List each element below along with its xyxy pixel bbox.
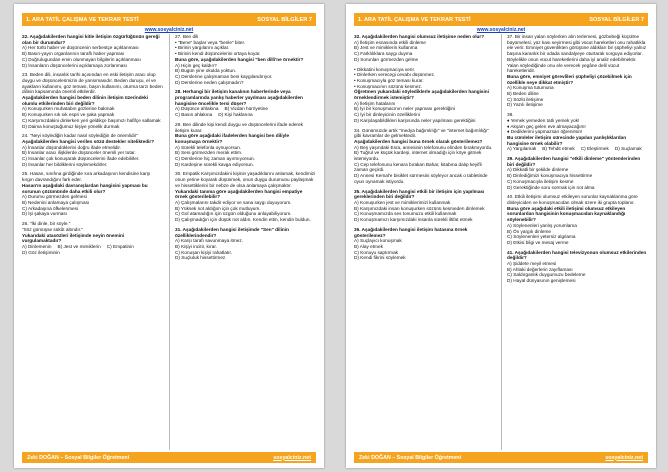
- answer-option[interactable]: D) Kendi fikrini söylemek: [354, 255, 406, 261]
- question: [354, 128, 495, 185]
- answer-option[interactable]: C) Konuşmacıyla iletişim kesme: [507, 178, 574, 184]
- answer-option[interactable]: B) Jest ve mimiklerin kullanma: [354, 45, 418, 51]
- author-credit: Zeki DOĞAN – Sosyal Bilgiler Öğretmeni: [359, 454, 462, 461]
- answer-option[interactable]: C) Farklılıklara saygı duyma: [354, 51, 413, 57]
- answer-option[interactable]: C) Derslerine çalışmaman beni kaygılandırıyor.: [175, 73, 273, 79]
- question: [175, 89, 316, 118]
- answer-option[interactable]: D) Konuşmamızı karşımızdaki insanla sürekli iltifat etmek: [354, 217, 473, 223]
- subject-title: SOSYAL BİLGİLER 7: [257, 16, 312, 23]
- answer-option[interactable]: B) Tuğrul ve küçük kardeşi, internet olmadığı için köye gitmek istemiyordu.: [354, 150, 482, 162]
- answer-option[interactable]: D) Kişi haklarına: [218, 112, 253, 118]
- question-text: 26. "İki dinle, bir söyle." "Söz gümüşse sükût altındır.": [22, 221, 83, 232]
- question-stem: Aşağıdakilerden hangisi buna örnek olarak gösterilemez?: [354, 138, 483, 144]
- answer-option[interactable]: C) Sözlü iletişime: [507, 96, 544, 102]
- question: [175, 227, 316, 261]
- subject-title: SOSYAL BİLGİLER 7: [589, 16, 644, 23]
- answer-option[interactable]: B) İnsanlar aracı ilişkilerde düşünceler önemli yer tutar.: [22, 150, 136, 156]
- footer-site-link[interactable]: sosyalciniz.net: [273, 454, 311, 461]
- answer-option[interactable]: D) Gerektiğinde soru sormak için not alma: [507, 184, 595, 190]
- page-footer: [22, 452, 316, 463]
- question-stem: Buna göre, aşağıdakilerden hangisi "ben dilli'ne örnektir?: [175, 56, 304, 62]
- answer-option[interactable]: A) Söylenenleri yanlış yorumlama: [507, 222, 577, 228]
- test-title: 1. ARA TATİL ÇALIŞMA VE TEKRAR TESTİ: [26, 16, 139, 23]
- answer-option[interactable]: A) İletişim hatalarını: [354, 100, 396, 106]
- bullet-item: • Konuşmacıyla göz teması kurar.: [354, 78, 495, 84]
- answer-option[interactable]: C) Konuşan kişiyi rahatlatır.: [175, 249, 233, 255]
- question-stem: 32. Aşağıdakilerden hangisi olumsuz iletişime neden olur?: [354, 34, 485, 39]
- question-text: 27. Ben dili • "Bene" başlar veya "benle" biter. • Birinin yargılarını açıklar. • Birinin kendi düşüncelerini ortaya koyar.: [175, 34, 261, 57]
- answer-option[interactable]: B) İyi bir konuşmacının neler yapması gerektiğini: [354, 106, 456, 112]
- column-left: [22, 34, 163, 450]
- bullet-item: • Dinlerken verecegi cevabı düşünmez.: [354, 72, 495, 78]
- page-footer: [354, 452, 648, 463]
- question: [22, 133, 163, 167]
- answer-option[interactable]: D) Göz iletişiminin: [22, 249, 60, 255]
- question-stem: 28. Herhangi bir iletişim kanalının haberlerinde veya programlarında yanlış haberler yayılması aşağıdakilerden hangisine öncelikle tersi düşer?: [175, 89, 303, 106]
- question-columns: [354, 34, 648, 450]
- question-stem: 41. Aşağıdakilerden hangisi televizyonun olumsuz etkilerinden değildir?: [507, 249, 647, 261]
- answer-option[interactable]: C) Konuşmamızda ses tonumuzu etkili kullanmak: [354, 211, 457, 217]
- answer-option[interactable]: D) Annesi Kemal'e bisiklet sürmesini söyleyor ancak o tabletinde oyun oynamak istiyordu.: [354, 173, 488, 184]
- question-text: 25. Hasan, sınıfına girdiğinde sıra arkadaşının kendisine karşı kırgın davrandığını fark eder.: [22, 171, 151, 183]
- question-stem: 22. Aşağıdakilerden hangisi kitle iletişim özgürlüğünün gereği olan bir durumdur?: [22, 34, 160, 45]
- answer-option[interactable]: A) Durumu görmezden gelmesi: [22, 194, 87, 200]
- answer-option[interactable]: A) Konuşurken muhatabın gözlerine bakmak: [22, 106, 115, 112]
- question-stem: Aşağıdakilerden hangisi verilen sözü destekler niteliktedir?: [22, 138, 155, 144]
- answer-option[interactable]: C) Söylenenleri yetersiz algılama: [507, 234, 576, 240]
- question: [507, 194, 648, 245]
- question: [354, 67, 495, 124]
- answer-option[interactable]: B) Alay etmek: [354, 243, 383, 249]
- answer-option[interactable]: C) Cep telefonunu kenara bırakan Bahar, kitabına dalıp keyifli zaman geçirdi.: [354, 161, 482, 173]
- question-text: 23. Beden dili, insanlık tarihi açısından en eski iletişim aracı olup duygu ve düşüncelerimizin de yansımasıdır. Beden duruşu, el ve ayakların kullanımı, göz teması, başın kullanımı, oturma tarzı beden dilinin kapsamında önemli etkilerdir.: [22, 72, 163, 95]
- answer-option[interactable]: B) Jest ve mimiklerin: [57, 243, 101, 249]
- question-stem: Yukarıdaki tanıma göre aşağıdakilerden hangisi empatiye örnek gösterilebilir?: [175, 188, 303, 200]
- bullet-item: • Dikkatini konuşmacıya verir.: [354, 67, 495, 73]
- answer-option[interactable]: A) Dinlemenin: [22, 243, 52, 249]
- question-stem: Yukarıdaki atasözleri iletişimde neyin önemini vurgulamaktadır?: [22, 232, 125, 244]
- question-columns: [22, 34, 316, 450]
- left-page: [14, 4, 324, 468]
- answer-option[interactable]: D) İnsanlar her bildiklerini söylemekdirler.: [22, 161, 108, 167]
- answer-option[interactable]: B) Vicdan hürriyetine: [224, 106, 268, 112]
- test-title: 1. ARA TATİL ÇALIŞMA VE TEKRAR TESTİ: [358, 16, 471, 23]
- answer-option[interactable]: A) Yargılamak: [507, 146, 537, 152]
- answer-option[interactable]: C) İyi bir dinleyicinin özelliklerini: [354, 112, 420, 118]
- answer-option[interactable]: D) Daima konuştuğumuz kişiye yönelik durmak: [22, 123, 120, 129]
- question: [175, 171, 316, 222]
- answer-option[interactable]: A) Düşünce ahlakına: [175, 106, 219, 112]
- answer-option[interactable]: D) Yazılı iletişime: [507, 102, 543, 108]
- question: [354, 227, 495, 261]
- answer-option[interactable]: C) Saldırganlık duygumuzu bedeleme: [507, 272, 586, 278]
- question-stem: 31. Aşağıdakilerden hangisi iletişimde "Sen" dilinin özelliklerindendir?: [175, 226, 289, 238]
- answer-option[interactable]: B) Yüksek not aldığım için çok mutluyum.: [175, 205, 261, 211]
- answer-option[interactable]: A) İnsanlar düşündüklerini doğru ifade etmelidir.: [22, 144, 122, 150]
- answer-option[interactable]: C) İnsanlar çok konuşarak düşüncelerini ifade edebilirler.: [22, 156, 140, 162]
- answer-option[interactable]: B) Nedenini anlamaya çalışması: [22, 199, 90, 205]
- answer-option[interactable]: D) Sorunları görmezden gelme: [354, 56, 419, 62]
- question: [22, 171, 163, 217]
- page-header: [22, 13, 316, 26]
- answer-option[interactable]: D) Hayal dünyasının genişlemesi: [507, 278, 576, 284]
- answer-option[interactable]: A) Konuşma tutumuna: [507, 85, 554, 91]
- column-left: [354, 34, 495, 450]
- question-stem: Buna göre aşağıdaki etkili iletişimi olumsuz etkileyen sorunlardan hangisinin konuşmacıdan kaynaklandığı söylenebilir?: [507, 205, 626, 223]
- answer-option[interactable]: B) Konuşurken sık sık espri ve şaka yapmak: [22, 112, 115, 118]
- answer-option[interactable]: A) Dikkatli bir şekilde dinleme: [507, 167, 569, 173]
- answer-option[interactable]: D) Derslerine neden çalışmadın?: [175, 79, 244, 85]
- author-credit: Zeki DOĞAN – Sosyal Bilgiler Öğretmeni: [27, 454, 130, 461]
- answer-option[interactable]: B) Seni görmezden merak ettim.: [175, 150, 243, 156]
- answer-option[interactable]: B) Ahlaki değerlerin zayıflaması: [507, 266, 573, 272]
- answer-option[interactable]: C) Konuyu saptırmak: [354, 249, 399, 255]
- answer-option[interactable]: C) Derslerine hiç zaman ayırmıyorsun.: [175, 156, 255, 162]
- answer-option[interactable]: B) Tehdit etmek: [542, 146, 575, 152]
- right-page: [346, 4, 656, 468]
- answer-option[interactable]: B) Kişiyi incitir, kırar.: [175, 243, 217, 249]
- question-stem: Buna göre, emniyet görevlileri şüpheliyi çözebilmek için özellikle neye dikkat etmiştir?: [507, 73, 632, 85]
- question: [22, 72, 163, 129]
- question-stem: Hasan'ın aşağıdaki davranışlardan hangisini yapması bu sorunun çözümünde daha etkili olur?: [22, 182, 148, 194]
- answer-option[interactable]: A) Sürekli telefonla oynuyorsun.: [175, 144, 242, 150]
- answer-option[interactable]: D) Karşılaşabildikleri karşısında neler yapılması gerektiğini: [354, 117, 476, 123]
- answer-option[interactable]: B) Bugün yine okulda yoktun.: [175, 68, 236, 74]
- answer-option[interactable]: D) İşi şakaya vurması: [22, 211, 68, 217]
- question-text: 29. Ben dilinde kişi kendi duygu ve düşüncelerini ifade ederek iletişim kurar.: [175, 121, 303, 133]
- answer-option[interactable]: C) Arkadaşına öfkelenmesi: [22, 205, 79, 211]
- answer-option[interactable]: A) Suçlayıcı konuşmak: [354, 238, 402, 244]
- question-stem: Aşağıdakilerden hangisi beden dilinin iletişim üzerindeki olumlu etkilerinden biri değildir?: [22, 95, 149, 106]
- website-link[interactable]: www.sosyalciniz.net: [144, 27, 194, 33]
- answer-option[interactable]: A) Hiçin geç kaldın?: [175, 62, 217, 68]
- answer-option[interactable]: A) Karşı tarafı savunmaya itmez.: [175, 238, 243, 244]
- question: [22, 34, 163, 68]
- question: [507, 112, 648, 152]
- answer-option[interactable]: A) Çalışmalarını takdir ediyor ve sana saygı duyuyorum.: [175, 199, 292, 205]
- answer-option[interactable]: C) Eleştirmek: [580, 146, 609, 152]
- answer-option[interactable]: C) Basın ahlakına: [175, 112, 213, 118]
- answer-option[interactable]: C) Gol atamadığın için üzgün olduğunu anlayabiliyorum.: [175, 211, 292, 217]
- question: [507, 34, 648, 108]
- question: [354, 34, 495, 63]
- question-text: 40. Etkili iletişimi olumsuz etkileyen sorunlar kaynaklanma göre dinleyiciden ve konuşmacıdan olmak üzere iki grupta toplanır.: [507, 194, 638, 205]
- question: [175, 34, 316, 85]
- answer-option[interactable]: D) Suçlamak: [614, 146, 642, 152]
- question: [507, 156, 648, 190]
- answer-option[interactable]: D) Etkisi bilgi ve mesaj verme: [507, 239, 569, 245]
- question-stem: 35. Aşağıdakilerden hangisi etkili bir iletişim için yapılması gereklerinden biri değildir?: [354, 188, 485, 200]
- answer-option[interactable]: D) Çalışmadığın için düşük not aldın. Kendin ettin, kendin buldun.: [175, 217, 311, 223]
- answer-option[interactable]: D) Kardeşine sürekli kavga ediyorsun.: [175, 161, 254, 167]
- answer-option[interactable]: C) Empatinin: [106, 243, 134, 249]
- question-stem: Öğretmen yukarıdaki söylediklerle aşağıdakilerden hangisini örneklendirmek istemiştir?: [354, 89, 489, 101]
- question-text: 24. "Neyi söylediğin kadar nasıl söylediğin de önemlidir": [22, 133, 138, 139]
- answer-option[interactable]: C) Doğrulugundan emin olunmayan bilgilerin açıklanması: [22, 56, 141, 62]
- answer-option[interactable]: B) Dinlediğimizi konuşmacıya hissettirme: [507, 173, 593, 179]
- answer-option[interactable]: B) Basın-yayın organlarının taraflı haber yapması: [22, 51, 125, 57]
- question-text: 37. Bir insan yalan söylerken alın terlemesi, gözbebeği küçülme büyümelesi, yüz kası seyirmesi gibi vücut hareketleri onu rahatlıkla ele verir. Emniyet güvenlikten görüşüne aldıkları bir şüpheliyi yalnız başına karanlık bir odada sandalyeye oturtarak sorguya ediyorlar. Böylelikle onun vücut hareketlerini daha iyi analiz edebilmektir. Yalan söylediğinde onu ele verecek yegâne delil vücut hareketleridir.: [507, 34, 647, 74]
- answer-option[interactable]: B) Beden diline: [507, 91, 539, 97]
- question: [507, 250, 648, 284]
- question: [22, 221, 163, 255]
- answer-option[interactable]: B) Karşımızdaki insan konuşurken sözünü kesmeden dinlemek: [354, 205, 485, 211]
- question: [175, 122, 316, 168]
- question-stem: Bu cümleler iletişim sürecinde yapılan yanlışlıklardan hangisine örnek olabilir?: [507, 134, 627, 146]
- answer-option[interactable]: A) Her türlü haber ve düşüncenin serbestçe açıklanması: [22, 45, 139, 51]
- website-link[interactable]: www.sosyalciniz.net: [476, 27, 526, 33]
- answer-option[interactable]: A) Şiddete meyil etmesi: [507, 261, 557, 267]
- answer-option[interactable]: A) Konuşurken jest ve mimiklerimizi kullanmak: [354, 199, 451, 205]
- question: [354, 189, 495, 223]
- answer-option[interactable]: D) Suçluluk hissettirmez.: [175, 255, 227, 261]
- answer-option[interactable]: A) Beş yaşındaki Esra, annesinin telefonunu elinden bırakmıyordu.: [354, 144, 493, 150]
- answer-option[interactable]: A) İletişim esnasında etkili dinleme: [354, 39, 426, 45]
- page-header: [354, 13, 648, 26]
- bullet-item: • Konuşmacının sözünü kesmez.: [354, 84, 495, 90]
- question-stem: 39. Aşağıdakilerden hangisi "etkili dinleme" yöntemlerinden biri değildir?: [507, 156, 641, 167]
- question-text: 34. Günümüzde artık "medya bağımlılığı" ve "internet bağımlılığı" gibi kavramlar de gelmektedir.: [354, 127, 489, 139]
- column-right: [501, 34, 648, 450]
- question-text: 30. Empatik Karşımızdakini kişinin yaşadıklarını anlamak, kendimizi onun yerine koyarak düşünmek, onun duygu durumunu paylaşmak ve hissettiklerini bir nebze de olsa anlamaya çalışmaktır.: [175, 171, 316, 188]
- question-stem: Buna göre aşağıdaki ifadelerden hangisi ben diliyle konuşmaya örnektir?: [175, 133, 290, 144]
- answer-option[interactable]: B) Ön yargılı dinleme: [507, 228, 552, 234]
- footer-site-link[interactable]: sosyalciniz.net: [605, 454, 643, 461]
- question-text: 38. ♦ Yemek yemeden tatlı yemek yok! ♦ Akşam geç gelen eve almayacağım! ♦ Dediklerimi yapmazsan öğrenirsin!: [507, 112, 586, 135]
- answer-option[interactable]: D) İnsanların düşüncelerini açıklamaya zorlanması: [22, 62, 127, 68]
- column-right: [169, 34, 316, 450]
- question-stem: 36. Aşağıdakilerden hangisi iletişim hatasına örnek gösterilemez?: [354, 226, 468, 238]
- answer-option[interactable]: C) Karşımızdakini dinlerken yeri geldikçe başımızı hafifçe sallamak: [22, 117, 161, 123]
